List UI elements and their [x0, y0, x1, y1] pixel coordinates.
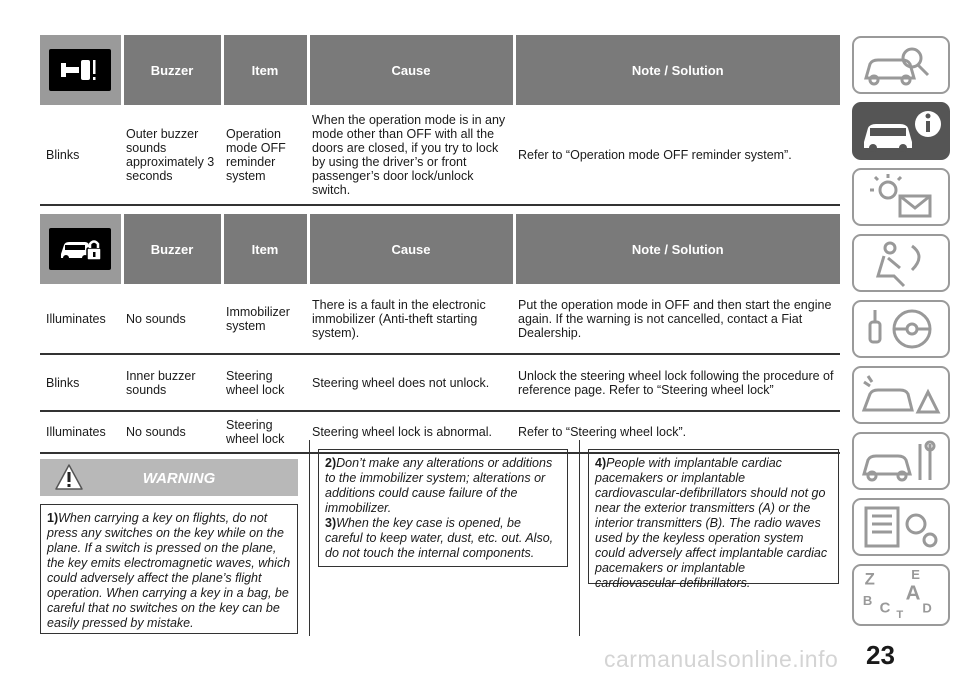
- sidebar-item-dashboard[interactable]: [852, 36, 950, 94]
- key-steering-icon: [854, 302, 948, 356]
- reminder-table: [40, 35, 840, 206]
- column-divider: [579, 440, 580, 636]
- note-text: When the key case is opened, be careful to keep water, dust, etc. out. Also, do not touch the internal components.: [325, 516, 554, 560]
- index-letter: A: [905, 581, 921, 605]
- table-row: [40, 354, 840, 411]
- warning-title: WARNING: [142, 470, 216, 487]
- index-letter: Z: [864, 569, 875, 589]
- cell-indicator: Illuminates: [40, 284, 122, 354]
- cell-buzzer: Inner buzzer sounds: [122, 354, 222, 411]
- index-letter: E: [911, 567, 920, 583]
- note-number: 2): [325, 456, 337, 470]
- note-text: Don’t make any alterations or additions to the immobilizer system; alterations or additions could cause failure of the immobilizer.: [325, 456, 553, 515]
- cell-cause: Steering wheel lock is abnormal.: [308, 411, 514, 453]
- header-item: Item: [222, 35, 308, 105]
- sidebar-item-info[interactable]: [852, 102, 950, 160]
- cell-item: Steering wheel lock: [222, 354, 308, 411]
- sidebar-item-starting[interactable]: [852, 300, 950, 358]
- column-divider: [309, 440, 310, 636]
- cell-cause: Steering wheel does not unlock.: [308, 354, 514, 411]
- header-buzzer: Buzzer: [122, 35, 222, 105]
- index-letter: T: [896, 609, 904, 620]
- cell-note: Put the operation mode in OFF and then start the engine again. If the warning is not cancelled, contact a Fiat Dealership.: [514, 284, 840, 354]
- cell-note: Refer to “Operation mode OFF reminder system”.: [514, 105, 840, 205]
- sidebar-item-lights[interactable]: [852, 168, 950, 226]
- header-cause: Cause: [308, 35, 514, 105]
- sidebar-item-maintenance[interactable]: [852, 432, 950, 490]
- warning-header: [40, 459, 298, 496]
- page-number: 23: [866, 640, 895, 670]
- immobilizer-table: [40, 214, 840, 454]
- seat-airbag-icon: [854, 236, 948, 290]
- note-number: 4): [595, 456, 607, 470]
- index-letter: B: [862, 593, 873, 609]
- header-buzzer: Buzzer: [122, 214, 222, 284]
- cell-buzzer: Outer buzzer sounds approximately 3 seconds: [122, 105, 222, 205]
- sidebar-item-index[interactable]: [852, 564, 950, 626]
- indicator-icon-cell: [40, 214, 122, 284]
- settings-list-icon: [854, 500, 948, 554]
- key-buzzer-icon: [49, 49, 111, 91]
- indicator-icon-cell: [40, 35, 122, 105]
- lights-mail-icon: [854, 170, 948, 224]
- cell-buzzer: No sounds: [122, 411, 222, 453]
- car-lock-icon: [49, 228, 111, 270]
- note-number: 3): [325, 516, 337, 530]
- note-text: People with implantable cardiac pacemakers or implantable cardiovascular-defibrillators should not go near the exterior transmitters (A) or the interior transmitters (B). The radio waves used by the keyless operation system could adversely affect implantable cardiac pacemakers or implantable cardiovascular-defibrillators.: [595, 456, 828, 590]
- sidebar-item-specifications[interactable]: [852, 498, 950, 556]
- cell-indicator: Blinks: [40, 105, 122, 205]
- header-item: Item: [222, 214, 308, 284]
- cell-buzzer: No sounds: [122, 284, 222, 354]
- cell-cause: When the operation mode is in any mode other than OFF with all the doors are closed, if you try to lock by using the driver’s or front passenger’s door lock/unlock switch.: [308, 105, 514, 205]
- cell-cause: There is a fault in the electronic immobilizer (Anti-theft starting system).: [308, 284, 514, 354]
- header-cause: Cause: [308, 214, 514, 284]
- car-crash-warning-icon: [854, 368, 948, 422]
- table-row: [40, 284, 840, 354]
- header-note-solution: Note / Solution: [514, 35, 840, 105]
- cell-indicator: Blinks: [40, 354, 122, 411]
- car-search-icon: [854, 38, 948, 92]
- cell-note: Unlock the steering wheel lock following the procedure of reference page. Refer to “Steering wheel lock”: [514, 354, 840, 411]
- note-text: When carrying a key on flights, do not press any switches on the key while on the plane. If a switch is pressed on the plane, the key emits electromagnetic waves, which could adversely affect the plane’s flight operation. When carrying a key in a bag, be careful that no switches on the key can be easily pressed by mistake.: [47, 511, 291, 630]
- table-row: [40, 411, 840, 453]
- watermark: carmanualsonline.info: [604, 646, 839, 672]
- cell-note: Refer to “Steering wheel lock”.: [514, 411, 840, 453]
- sidebar-item-emergency[interactable]: [852, 366, 950, 424]
- cell-indicator: Illuminates: [40, 411, 122, 453]
- alphabet-index-icon: [854, 566, 948, 620]
- note-number: 1): [47, 511, 59, 525]
- index-letter: C: [879, 600, 891, 617]
- car-info-icon: [854, 104, 948, 158]
- warning-note-1: [40, 504, 298, 634]
- cell-item: Immobilizer system: [222, 284, 308, 354]
- header-note-solution: Note / Solution: [514, 214, 840, 284]
- index-letter: D: [922, 600, 932, 616]
- cell-item: Steering wheel lock: [222, 411, 308, 453]
- warning-notes-2-3: [318, 449, 568, 567]
- sidebar-item-safety[interactable]: [852, 234, 950, 292]
- car-tools-icon: [854, 434, 948, 488]
- table-row: [40, 105, 840, 205]
- cell-item: Operation mode OFF reminder system: [222, 105, 308, 205]
- warning-note-4: [588, 449, 839, 590]
